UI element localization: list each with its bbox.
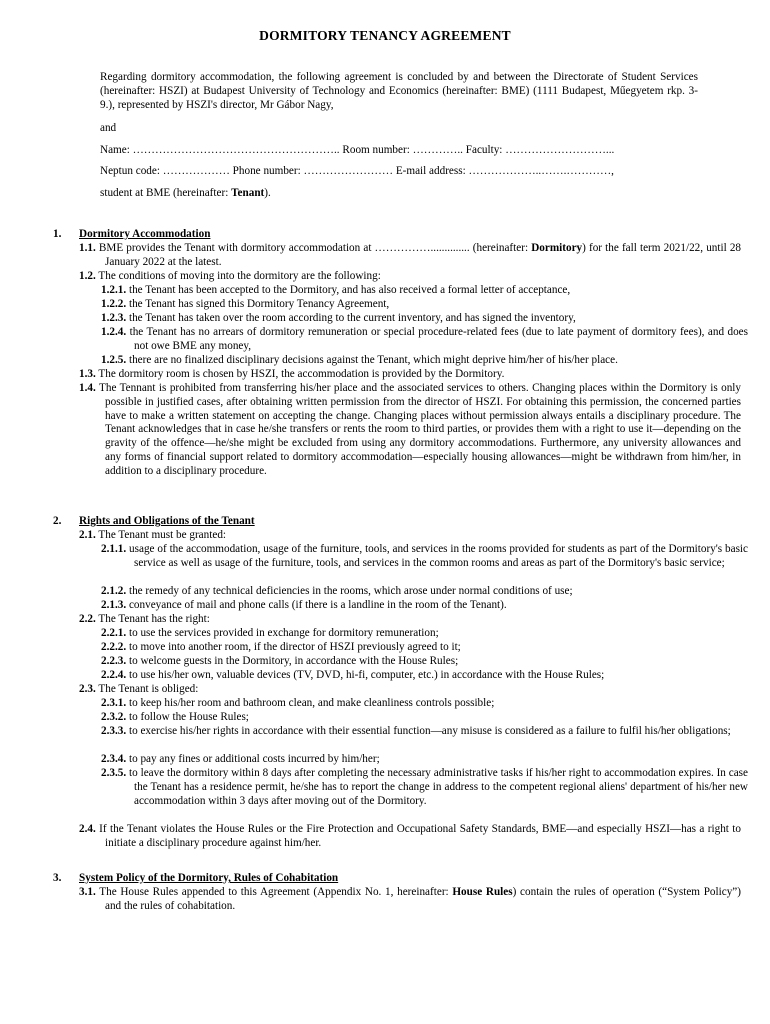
clause-1-2-1 (101, 284, 748, 298)
clause-text-post: ) for the fall term 2021/22, until 28 January 2022 at the latest. (105, 242, 742, 268)
clause-text-pre: BME provides the Tenant with dormitory accommodation at …………….............. (hereinafter: (98, 242, 532, 254)
clause-text: to exercise his/her rights in accordance with their essential function—any misuse is considered as a failure to fulfil his/her obligations; (128, 725, 731, 737)
clause-2-2-3 (101, 655, 748, 669)
section-2-number: 2. (53, 515, 62, 527)
clause-2-1-2 (101, 585, 748, 599)
clause-text-pre: The House Rules appended to this Agreement (Appendix No. 1, hereinafter: (99, 886, 453, 898)
clause-2-3 (79, 683, 741, 697)
clause-number: 2.1.3. (101, 599, 127, 611)
clause-text: the remedy of any technical deficiencies in the rooms, which arose under normal conditions of use; (128, 585, 573, 597)
clause-number: 1.2.3. (101, 312, 127, 324)
intro-paragraph: Regarding dormitory accommodation, the following agreement is concluded by and between the Directorate of Student Services (hereinafter: HSZI) at Budapest University of Technology and Economics (hereinafter: BME) (1111 Budapest, Műegyetem rkp. 3-9.), represented by HSZI's director, Mr Gábor Nagy, (100, 71, 698, 111)
clause-text: to welcome guests in the Dormitory, in accordance with the House Rules; (128, 655, 459, 667)
clause-2-4 (79, 823, 741, 851)
student-line-pre: student at BME (hereinafter: (100, 187, 232, 199)
clause-3-1 (79, 886, 741, 914)
clause-number: 2.2. (79, 613, 96, 625)
clause-1-2-2 (101, 298, 748, 312)
clause-number: 2.3.5. (101, 767, 127, 779)
dormitory-term: Dormitory (531, 242, 583, 254)
clause-2-3-5 (101, 767, 748, 808)
clause-2-2 (79, 613, 741, 627)
section-2-heading: Rights and Obligations of the Tenant (79, 515, 255, 527)
clause-text: The Tennant is prohibited from transferring his/her place and the associated services to others. Changing places within the Dormitory is only possible in justified cases, after obtaining written permission from the director of HSZI. For obtaining this permission, the concerned parties have to make a written statement on accepting the change. Changing places without permission always entails a disciplinary procedure. The Tenant acknowledges that in case he/she transfers or rents the room to third parties, or provides them with a right to use it—depending on the gravity of the offence—he/she might be excluded from using any dormitory accommodations. Furthermore, any university allowances and any forms of financial support related to dormitory accommodation—especially housing allowances—might be withdrawn from him/her, in addition to a disciplinary procedure. (99, 382, 741, 477)
clause-text: The Tenant is obliged: (98, 683, 199, 695)
clause-1-2-4 (101, 326, 748, 354)
clause-2-2-4 (101, 669, 748, 683)
clause-text: to leave the dormitory within 8 days after completing the necessary administrative tasks if his/her right to accommodation expires. In case the Tenant has a residence permit, he/she has to report the change in address to the competent regional aliens' department of his/her new accommodation within 3 days after moving out of the Dormitory. (129, 767, 749, 807)
clause-number: 1.2.2. (101, 298, 127, 310)
clause-2-2-2 (101, 641, 748, 655)
clause-number: 1.2.1. (101, 284, 127, 296)
clause-number: 3.1. (79, 886, 96, 898)
clause-text: to follow the House Rules; (128, 711, 249, 723)
section-3-heading: System Policy of the Dormitory, Rules of Cohabitation (79, 872, 339, 884)
clause-1-2-5 (101, 354, 748, 368)
clause-number: 2.1. (79, 529, 96, 541)
clause-number: 1.2.4. (101, 326, 127, 338)
tenant-term: Tenant (231, 187, 265, 199)
clause-1-2 (79, 270, 741, 284)
clause-number: 2.2.2. (101, 641, 127, 653)
clause-number: 2.1.2. (101, 585, 127, 597)
clause-number: 1.4. (79, 382, 96, 394)
student-line (100, 186, 271, 200)
clause-text-post: ) contain the rules of operation (“System Policy”) and the rules of cohabitation. (105, 886, 741, 912)
clause-2-3-1 (101, 697, 748, 711)
clause-text: The Tenant must be granted: (98, 529, 227, 541)
clause-number: 2.4. (79, 823, 96, 835)
clause-text: usage of the accommodation, usage of the furniture, tools, and services in the rooms provided for students as part of the Dormitory's basic service as well as usage of the furniture, tools, and services in the common rooms and areas as part of the Dormitory's basic service; (129, 543, 749, 569)
clause-text: to use his/her own, valuable devices (TV, DVD, hi-fi, computer, etc.) in accordance with the House Rules; (128, 669, 605, 681)
clause-text: conveyance of mail and phone calls (if there is a landline in the room of the Tenant). (128, 599, 507, 611)
house-rules-term: House Rules (452, 886, 513, 898)
clause-2-1 (79, 529, 741, 543)
clause-number: 2.2.1. (101, 627, 127, 639)
section-3-number: 3. (53, 872, 62, 884)
clause-number: 1.2.5. (101, 354, 127, 366)
clause-number: 2.3.4. (101, 753, 127, 765)
section-1-heading: Dormitory Accommodation (79, 228, 211, 240)
clause-number: 2.3.3. (101, 725, 127, 737)
clause-text: If the Tenant violates the House Rules or the Fire Protection and Occupational Safety Standards, BME—and especially HSZI—has a right to initiate a disciplinary procedure against him/her. (99, 823, 741, 849)
clause-text: to use the services provided in exchange for dormitory remuneration; (128, 627, 439, 639)
clause-text: the Tenant has been accepted to the Dormitory, and has also received a formal letter of acceptance, (128, 284, 571, 296)
section-1-number: 1. (53, 228, 62, 240)
clause-text: the Tenant has signed this Dormitory Tenancy Agreement, (128, 298, 390, 310)
clause-1-4 (79, 382, 741, 479)
clause-number: 2.3. (79, 683, 96, 695)
clause-number: 2.3.2. (101, 711, 127, 723)
clause-text: The Tenant has the right: (98, 613, 210, 625)
document-title: DORMITORY TENANCY AGREEMENT (259, 28, 511, 43)
clause-1-2-3 (101, 312, 748, 326)
clause-number: 1.3. (79, 368, 96, 380)
clause-2-2-1 (101, 627, 748, 641)
clause-2-1-1 (101, 543, 748, 571)
clause-1-1 (79, 242, 741, 270)
clause-number: 1.2. (79, 270, 96, 282)
clause-text: to keep his/her room and bathroom clean, and make cleanliness controls possible; (128, 697, 495, 709)
clause-number: 2.2.4. (101, 669, 127, 681)
clause-number: 2.1.1. (101, 543, 127, 555)
clause-1-3 (79, 368, 741, 382)
clause-2-3-3 (101, 725, 748, 739)
clause-text: The dormitory room is chosen by HSZI, the accommodation is provided by the Dormitory. (98, 368, 505, 380)
clause-number: 2.2.3. (101, 655, 127, 667)
clause-2-3-4 (101, 753, 748, 767)
student-line-post: ). (264, 187, 271, 199)
clause-text: The conditions of moving into the dormitory are the following: (98, 270, 381, 282)
clause-text: the Tenant has no arrears of dormitory remuneration or special procedure-related fees (due to late payment of dormitory fees), and does not owe BME any money, (129, 326, 748, 352)
clause-number: 1.1. (79, 242, 96, 254)
clause-2-1-3 (101, 599, 748, 613)
clause-text: there are no finalized disciplinary decisions against the Tenant, which might deprive him/her of his/her place. (128, 354, 618, 366)
neptun-phone-email-line: Neptun code: ……………… Phone number: …………………… E-mail address: ………………..…….…………, (100, 165, 614, 177)
intro-and: and (100, 122, 117, 134)
clause-2-3-2 (101, 711, 748, 725)
clause-text: to move into another room, if the director of HSZI previously agreed to it; (128, 641, 461, 653)
clause-number: 2.3.1. (101, 697, 127, 709)
name-room-faculty-line: Name: ……………………………………………….. Room number: ………….. Faculty: ………………………... (100, 144, 615, 156)
clause-text: to pay any fines or additional costs incurred by him/her; (128, 753, 380, 765)
clause-text: the Tenant has taken over the room according to the current inventory, and has signed the inventory, (128, 312, 576, 324)
